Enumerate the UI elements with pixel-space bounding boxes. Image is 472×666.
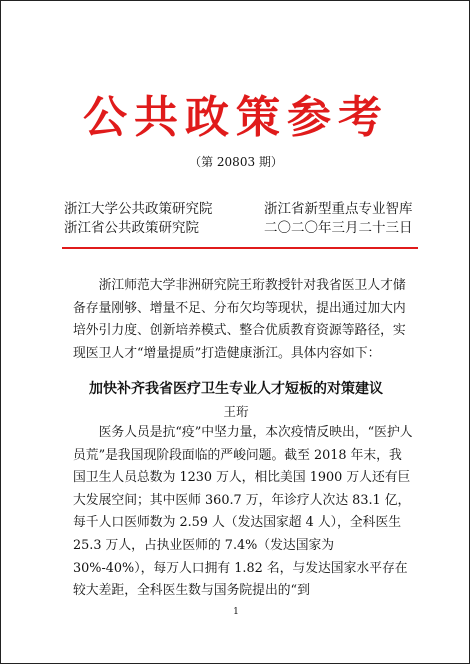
article-body: [73, 422, 413, 603]
intro-section: [73, 275, 413, 365]
think-tank-line: 浙江省新型重点专业智库: [264, 201, 413, 217]
article-title: 加快补齐我省医疗卫生专业人才短板的对策建议: [89, 381, 383, 397]
body-paragraph: 医务人员是抗“疫”中坚力量，本次疫情反映出，“医护人员荒”是我国现阶段面临的严峻问题。截至 2018 年末，我国卫生人员总数为 1230 万人，相比美国 1900 万人还有巨大发展空间；其中医师 360.7 万，年诊疗人次达 83.1 亿，每千人口医师数为 2.59 人（发达国家超 4 人），全科医生 25.3 万人，占执业医师的 7.4%（发达国家为 30%-40%），每万人口拥有 1.82 名，与发达国家水平存在较大差距，全科医生数与国务院提出的“到: [73, 425, 413, 599]
page-number: 1: [233, 607, 239, 617]
publisher-line: 浙江大学公共政策研究院: [64, 201, 213, 217]
publisher-block-right: [264, 200, 413, 238]
publisher-line: 浙江省公共政策研究院: [64, 220, 199, 236]
publisher-block-left: [64, 200, 213, 238]
issue-number: （第 20803 期）: [189, 155, 283, 169]
publication-date: 二〇二〇年三月二十三日: [264, 220, 413, 236]
article-author: 王珩: [223, 404, 249, 419]
header-divider: [62, 247, 418, 249]
publication-title: 公共政策参考: [83, 92, 389, 143]
intro-paragraph: 浙江师范大学非洲研究院王珩教授针对我省医卫人才储备存量刚够、增量不足、分布欠均等现状，提出通过加大内培外引力度、创新培养模式、整合优质教育资源等路径，实现医卫人才“增量提质”打造健康浙江。具体内容如下：: [73, 278, 406, 361]
